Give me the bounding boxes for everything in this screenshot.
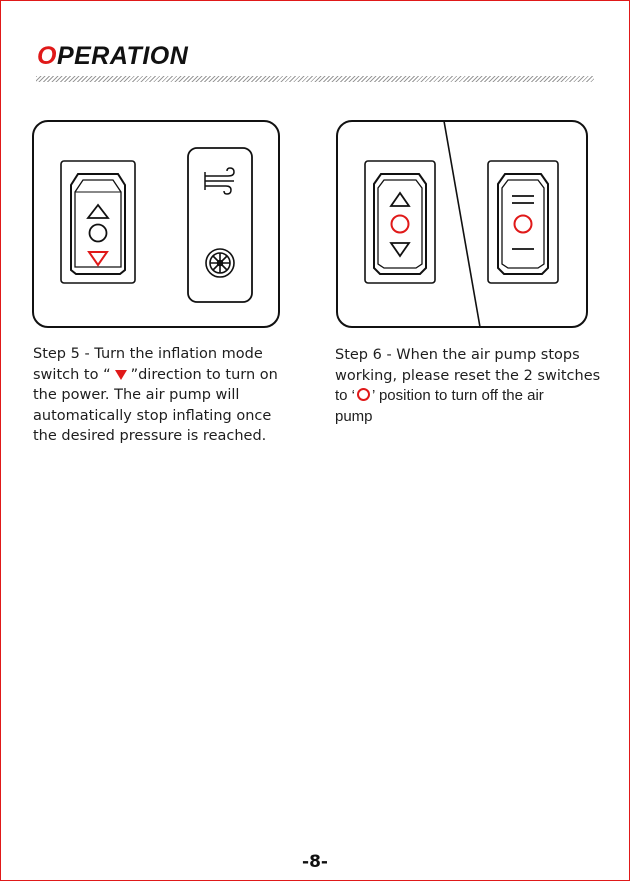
step6-line3 [335, 386, 605, 407]
left-switch-housing [365, 161, 435, 283]
step5-line5: the desired pressure is reached. [33, 428, 267, 444]
panel-split-line [444, 121, 480, 327]
left-off-circle-red-icon [392, 216, 409, 233]
step6-line4: pump [335, 407, 373, 425]
step6-switch-drawing [338, 122, 586, 326]
step5-switch-drawing [34, 122, 278, 326]
step5-line4: automatically stop inflating once [33, 407, 272, 424]
step5-illustration [32, 120, 280, 328]
step6-line3-after: ’ position to turn off the air [372, 387, 544, 404]
red-down-triangle-icon [115, 370, 127, 380]
step5-line2 [33, 365, 293, 386]
page-title [37, 42, 188, 71]
step5-line3: the power. The air pump will [33, 387, 240, 403]
title-rest: PERATION [56, 42, 189, 70]
hatched-divider [36, 76, 594, 82]
step5-line1: Step 5 - Turn the inflation mode [33, 346, 263, 362]
rocker-switch-inner [75, 180, 121, 267]
page-number: -8- [302, 852, 328, 872]
step5-text [33, 344, 293, 447]
left-up-triangle-icon [391, 193, 409, 206]
title-first-letter: O [37, 42, 57, 70]
step6-line1: Step 6 - When the air pump stops [335, 347, 580, 363]
red-circle-icon [357, 388, 370, 401]
left-rocker-outer [374, 174, 426, 274]
right-rocker-outer [498, 174, 548, 274]
off-circle-icon [90, 225, 107, 242]
step5-line2-before: switch to “ [33, 366, 111, 383]
fan-icon [206, 249, 234, 277]
right-off-circle-red-icon [515, 216, 532, 233]
step5-line2-after: ”direction to turn on [130, 366, 278, 383]
step6-line2: working, please reset the 2 switches [335, 367, 601, 384]
down-triangle-red-icon [89, 252, 107, 265]
right-rocker-inner [502, 180, 544, 268]
up-triangle-icon [88, 205, 108, 218]
step6-illustration [336, 120, 588, 328]
step6-text [335, 345, 605, 427]
airflow-icon [205, 168, 234, 194]
step6-line3-before: to ‘ [335, 387, 356, 404]
side-panel [188, 148, 252, 302]
left-down-triangle-icon [391, 243, 409, 256]
